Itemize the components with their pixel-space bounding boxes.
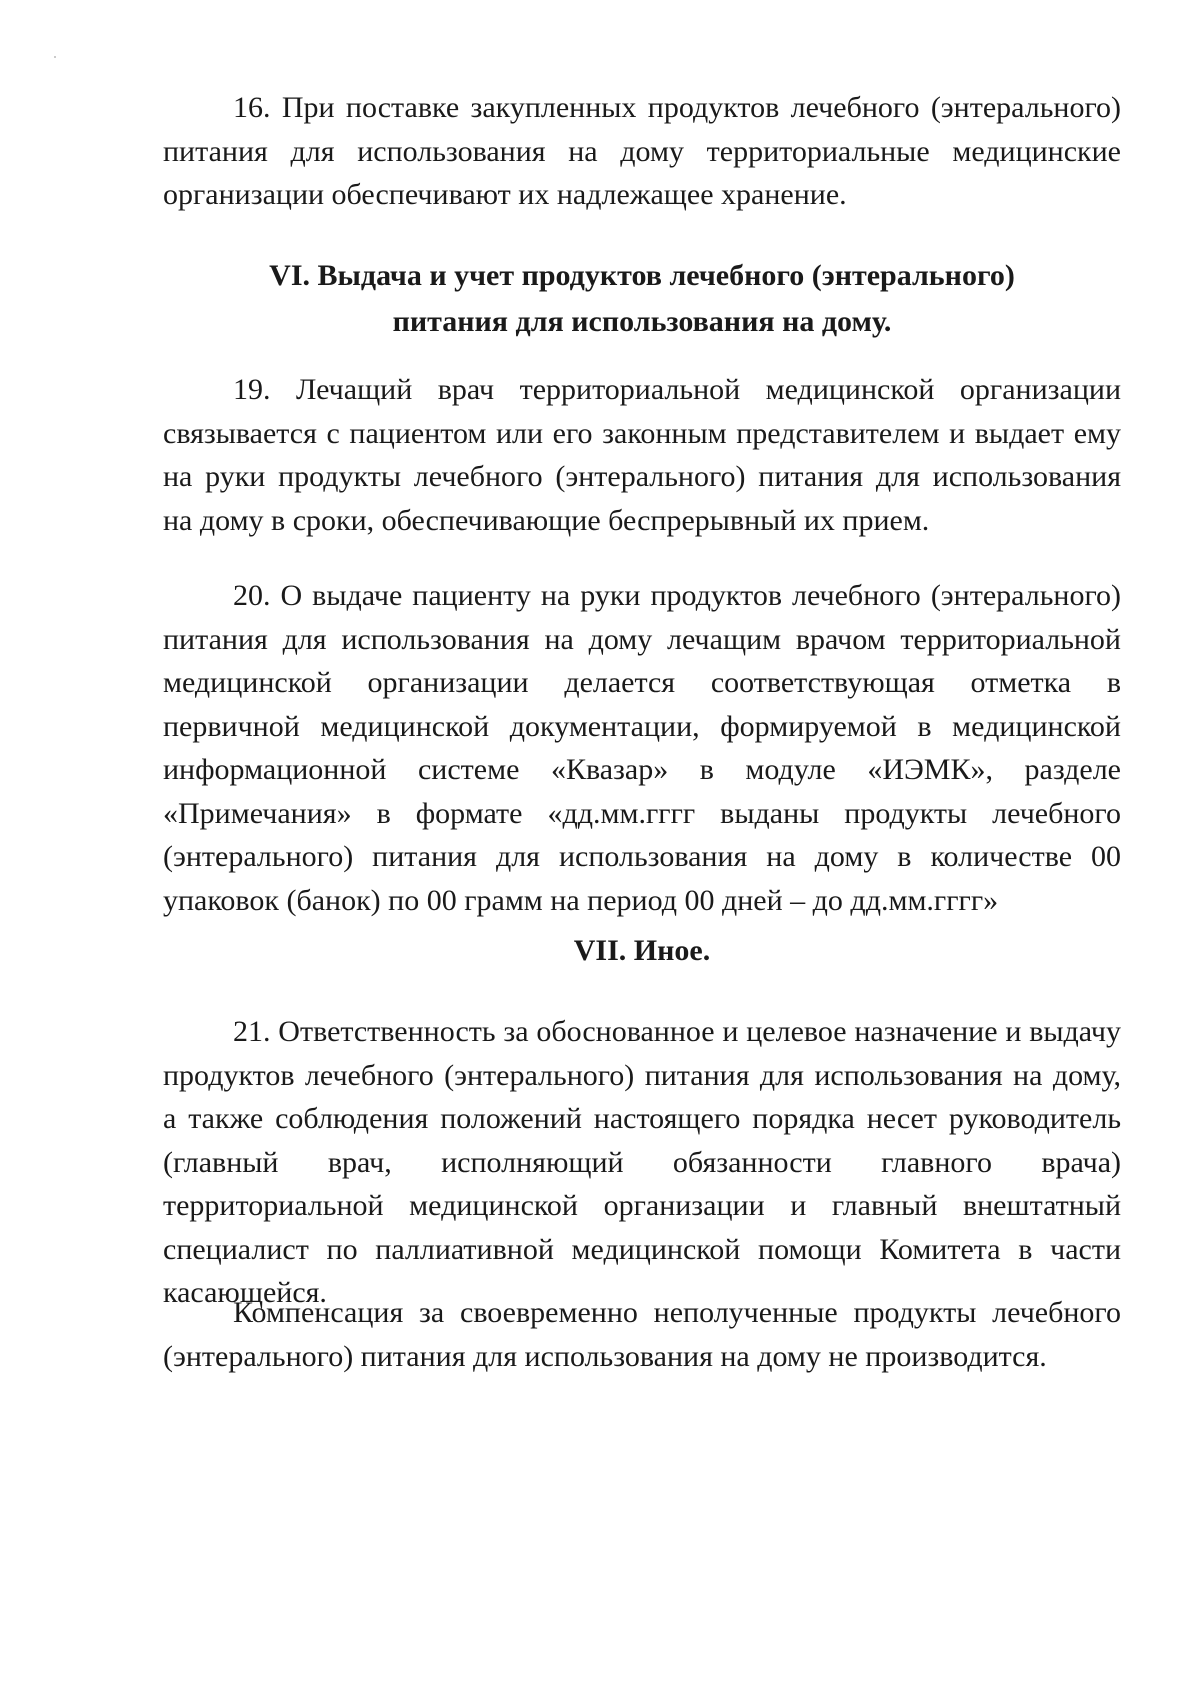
section-6-heading [163,253,1121,345]
paragraph-21: 21. Ответственность за обоснованное и целевое назначение и выдачу продуктов лечебного (энтерального) питания для использования на дому, а также соблюдения положений настоящего порядка несет руководитель (главный врач, исполняющий обязанности главного врача) территориальной медицинской организации и главный внештатный специалист по паллиативной медицинской помощи Комитета в части касающейся. [163,1015,1121,1309]
section-7-heading-line-1: VII. Иное. [573,934,711,967]
paragraph-20: 20. О выдаче пациенту на руки продуктов лечебного (энтерального) питания для использования на дому лечащим врачом территориальной медицинской организации делается соответствующая отметка в первичной медицинской документации, формируемой в медицинской информационной системе «Квазар» в модуле «ИЭМК», разделе «Примечания» в формате «дд.мм.гггг выданы продукты лечебного (энтерального) питания для использования на дому в количестве 00 упаковок (банок) по 00 грамм на период 00 дней – до дд.мм.гггг» [163,579,1121,917]
paragraph-compensation: Компенсация за своевременно неполученные продукты лечебного (энтерального) питания для использования на дому не производится. [163,1296,1121,1373]
section-6-heading-line-2: питания для использования на дому. [392,305,892,338]
section-6-heading-line-1: VI. Выдача и учет продуктов лечебного (энтерального) [269,259,1015,292]
paragraph-19: 19. Лечащий врач территориальной медицинской организации связывается с пациентом или его законным представителем и выдает ему на руки продукты лечебного (энтерального) питания для использования на дому в сроки, обеспечивающие беспрерывный их прием. [163,373,1121,537]
scan-speck [54,56,56,58]
section-7-heading [163,928,1121,974]
paragraph-16: 16. При поставке закупленных продуктов лечебного (энтерального) питания для использования на дому территориальные медицинские организации обеспечивают их надлежащее хранение. [163,91,1121,211]
